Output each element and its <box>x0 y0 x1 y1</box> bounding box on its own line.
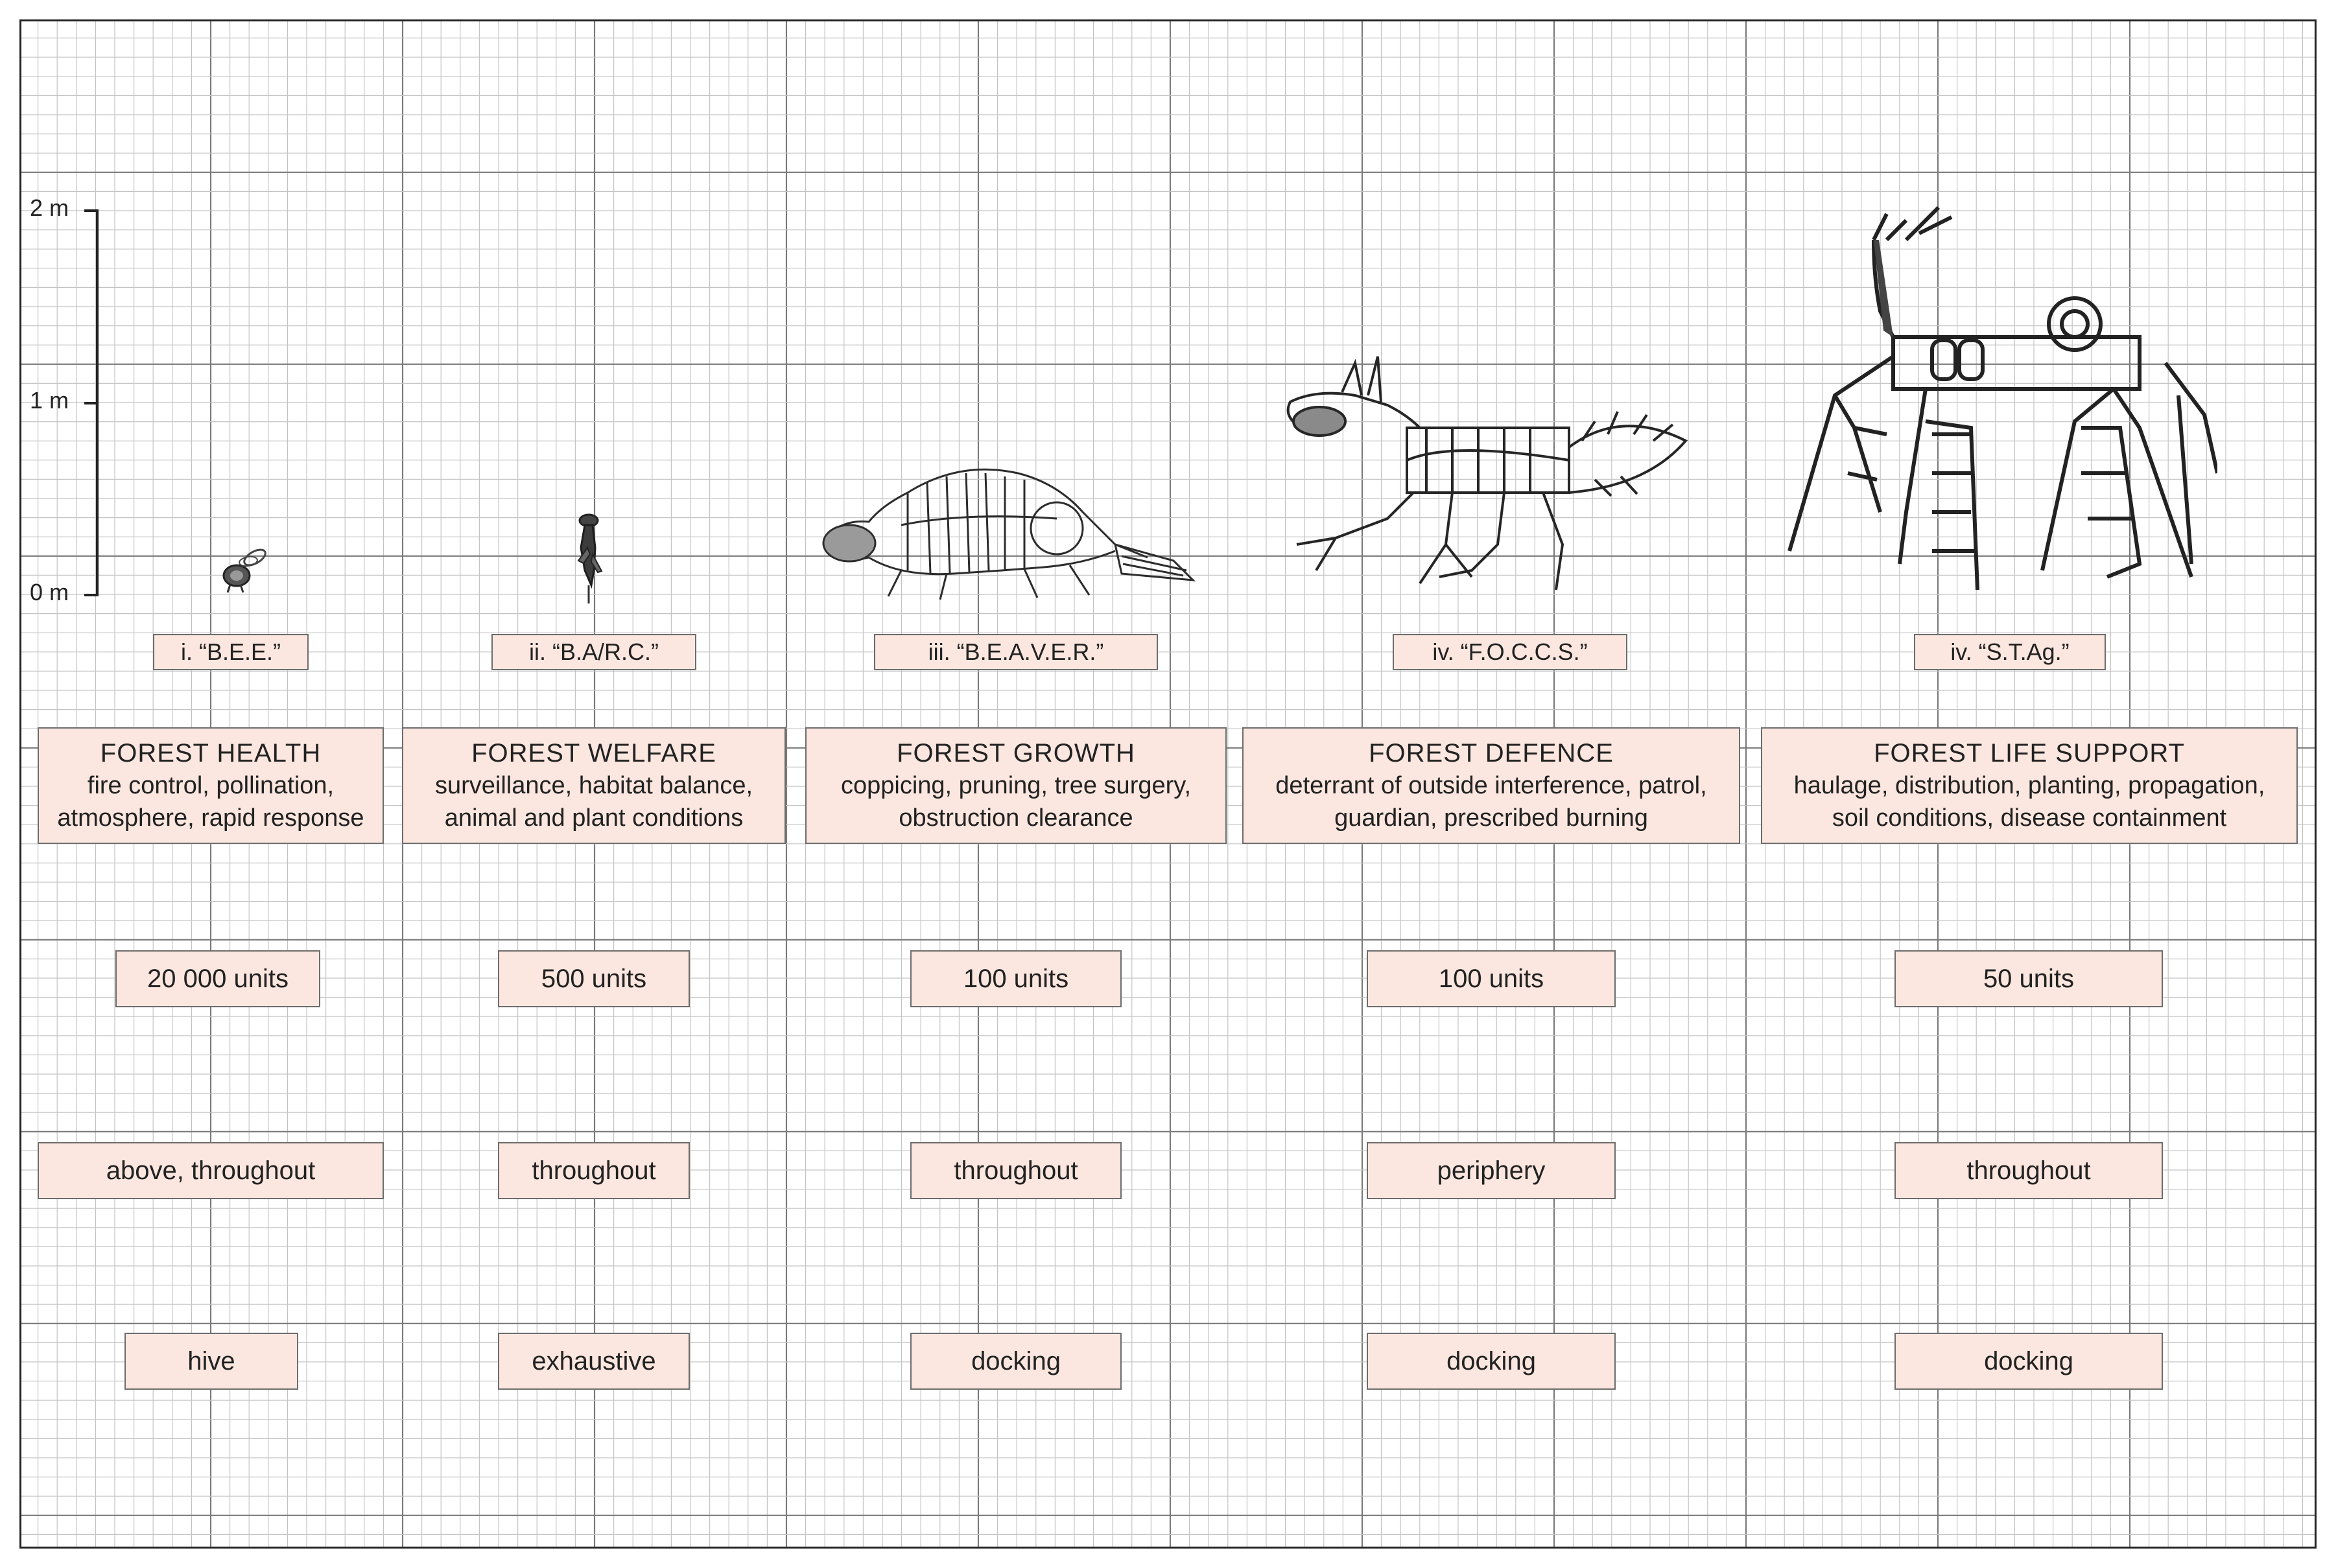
scale-label-1m: 1 m <box>30 387 69 414</box>
location-box: above, throughout <box>38 1142 384 1199</box>
role-line: soil conditions, disease containment <box>1832 804 2227 832</box>
deployment-mode-box: docking <box>1367 1333 1616 1390</box>
role-description-box <box>805 727 1227 844</box>
role-description-box <box>38 727 384 844</box>
robot-name-label: iv. “F.O.C.C.S.” <box>1393 634 1627 670</box>
scale-label-2m: 2 m <box>30 194 69 221</box>
deployment-mode-box: docking <box>1894 1333 2163 1390</box>
role-description-box <box>402 727 786 844</box>
role-description-box <box>1761 727 2298 844</box>
location-box: periphery <box>1367 1142 1616 1199</box>
role-line: guardian, prescribed burning <box>1334 804 1648 832</box>
deployment-mode-box: exhaustive <box>498 1333 690 1390</box>
role-line: deterrant of outside interference, patrol, <box>1275 772 1707 799</box>
role-line: coppicing, pruning, tree surgery, <box>840 772 1192 799</box>
unit-count-box: 500 units <box>498 950 690 1007</box>
unit-count-box: 100 units <box>910 950 1122 1007</box>
deployment-mode-box: docking <box>910 1333 1122 1390</box>
height-scale-bar <box>84 194 110 603</box>
unit-count-box: 100 units <box>1367 950 1616 1007</box>
role-title: FOREST WELFARE <box>471 739 716 767</box>
location-box: throughout <box>498 1142 690 1199</box>
role-line: fire control, pollination, <box>87 772 335 799</box>
robot-name-label: ii. “B.A/R.C.” <box>491 634 696 670</box>
robot-name-label: i. “B.E.E.” <box>153 634 309 670</box>
unit-count-box: 50 units <box>1894 950 2163 1007</box>
fox-robot-drawing <box>1258 350 1699 609</box>
role-description-box <box>1242 727 1740 844</box>
unit-count-box: 20 000 units <box>115 950 320 1007</box>
role-line: haulage, distribution, planting, propagation, <box>1793 772 2265 799</box>
role-line: animal and plant conditions <box>444 804 744 832</box>
beaver-robot-drawing <box>810 447 1199 606</box>
role-title: FOREST LIFE SUPPORT <box>1874 739 2185 767</box>
robot-name-label: iii. “B.E.A.V.E.R.” <box>874 634 1158 670</box>
location-box: throughout <box>1894 1142 2163 1199</box>
stag-robot-drawing <box>1776 201 2217 616</box>
bird-robot-drawing <box>565 509 611 606</box>
robot-name-label: iv. “S.T.Ag.” <box>1914 634 2106 670</box>
role-title: FOREST DEFENCE <box>1369 739 1614 767</box>
role-line: obstruction clearance <box>899 804 1133 832</box>
bee-drone-drawing <box>211 544 276 596</box>
role-title: FOREST HEALTH <box>100 739 322 767</box>
location-box: throughout <box>910 1142 1122 1199</box>
role-title: FOREST GROWTH <box>897 739 1135 767</box>
role-line: surveillance, habitat balance, <box>434 772 753 799</box>
deployment-mode-box: hive <box>124 1333 298 1390</box>
role-line: atmosphere, rapid response <box>57 804 364 832</box>
scale-label-0m: 0 m <box>30 579 69 605</box>
